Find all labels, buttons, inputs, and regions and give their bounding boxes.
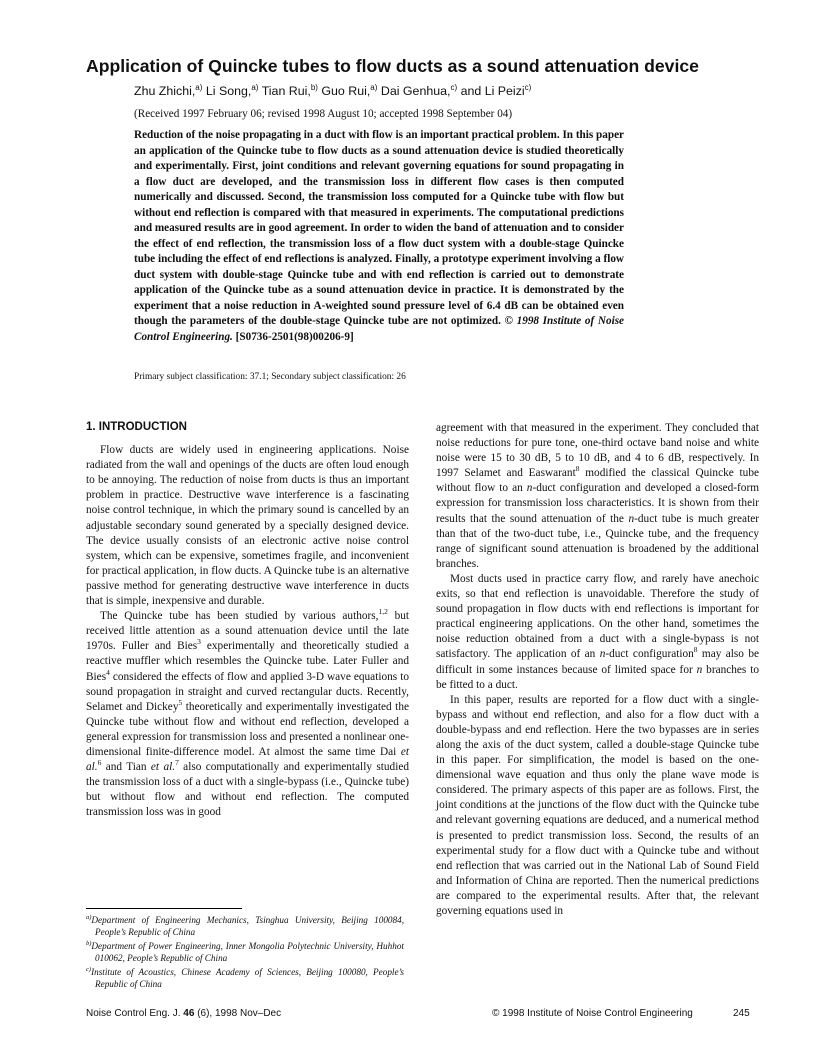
reference-mark: 8: [575, 464, 580, 474]
abstract: [134, 128, 624, 345]
reference-mark: 4: [106, 667, 110, 677]
affiliation-mark: c): [524, 83, 532, 92]
received-dates: (Received 1997 February 06; revised 1998 August 10; accepted 1998 September 04): [134, 108, 513, 120]
reference-mark: 8: [693, 645, 698, 655]
paragraph: Most ducts used in practice carry flow, and rarely have anechoic exits, so that end reflection is unavoidable. Therefore the study of sound propagation in flow ducts with end reflections is important for practical engineering applications. On the other hand, sometimes the noise reduction obtained from a duct with a single-bypass is not satisfactory. The application of an n-duct configuration$^8$ may also be difficult in some instances because of limited space for n branches to be fitted to a duct.: [436, 572, 759, 691]
paragraph: The Quincke tube has been studied by various authors,$^{1,2}$ but received little attention as a sound attenuation device until the late 1970s. Fuller and Bies$^3$ experimentally and theoretically studied a reactive muffler which resembles the Quincke tube. Later Fuller and Bies$^4$ considered the effects of flow and applied 3-D wave equations to sound propagation in straight and curved rectangular ducts. Recently, Selamet and Dickey$^5$ theoretically and experimentally investigated the Quincke tube without flow and without end reflection, developed a general expression for transmission loss and presented a nonlinear one-dimensional finite-difference model. At almost the same time Dai et al.$^6$ and Tian et al.$^7$ also computationally and experimentally studied the transmission loss of a duct with a single-bypass (i.e., Quincke tube) but without flow and without end reflection. The computed transmission loss was in good: [86, 607, 410, 819]
affiliation-mark: a): [195, 83, 203, 92]
author: Guo Rui,: [321, 84, 371, 99]
affiliation-mark: c): [450, 83, 458, 92]
page-number: 245: [733, 1008, 750, 1019]
footnote-divider: [86, 908, 242, 909]
section-heading: 1. INTRODUCTION: [86, 421, 187, 433]
right-column: [436, 421, 759, 919]
reference-mark: 1,2: [378, 607, 388, 617]
author: Zhu Zhichi,: [134, 84, 196, 99]
reference-mark: 7: [175, 758, 179, 768]
paper-title: Application of Quincke tubes to flow ducts as a sound attenuation device: [86, 56, 699, 76]
author: and Li Peizi: [460, 84, 525, 99]
footnote: $^{c)}$Institute of Acoustics, Chinese Academy of Sciences, Beijing 100080, People’s Republic of China: [86, 966, 404, 989]
left-column: [86, 420, 409, 820]
affiliation-mark: a): [370, 83, 378, 92]
paragraph: Flow ducts are widely used in engineering applications. Noise radiated from the wall and openings of the ducts are often loud enough to be annoying. The reduction of noise from ducts is thus an important problem in practice. Destructive wave interference is a fascinating noise control technique, in which the primary sound is cancelled by an adjustable secondary sound generated by a specially designed device. The device usually consists of an electronic active noise control system, which can be expensive, sometimes fragile, and inconvenient for practical application, in flow ducts. A Quincke tube is an alternative passive method for generating destructive wave interference in ducts that is simple, inexpensive and durable.: [86, 444, 409, 608]
abstract-copyright: © 1998 Institute of Noise Control Engineering.: [134, 315, 625, 343]
author: Tian Rui,: [261, 84, 311, 99]
abstract-text: Reduction of the noise propagating in a duct with flow is an important practical problem. In this paper an application of the Quincke tube to flow ducts as a sound attenuation device is studied theoretically and experimentally. First, joint conditions and relevant governing equations for sound propagating in a flow duct are developed, and the transmission loss in different flow cases is then computed numerically and discussed. Second, the transmission loss computed for a Quincke tube with flow but without end reflection is compared with that measured in experiments. The computational predictions and measured results are in good agreement. In order to widen the band of attenuation and to consider the effect of end reflection, the transmission loss of a flow duct system with a double-stage Quincke tube including the effect of end reflections is analyzed. Finally, a prototype experiment involving a flow duct system with double-stage Quincke tube and with end reflection is carried out to demonstrate application of the Quincke tube as a sound attenuation device in practice. It is demonstrated by the experiment that a noise reduction in A-weighted sound pressure level of 6.4 dB can be obtained even though the parameters of the double-stage Quincke tube are not optimized.: [134, 129, 625, 327]
journal-citation: Noise Control Eng. J. 46 (6), 1998 Nov–Dec: [86, 1008, 282, 1019]
footnote: $^{b)}$Department of Power Engineering, Inner Mongolia Polytechnic University, Huhhot 010062, People’s Republic of China: [86, 940, 404, 963]
footer-copyright: © 1998 Institute of Noise Control Engineering: [492, 1008, 693, 1019]
abstract-doi: [S0736-2501(98)00206-9]: [235, 330, 354, 343]
footnote: $^{a)}$Department of Engineering Mechanics, Tsinghua University, Beijing 100084, People’s Republic of China: [86, 914, 404, 937]
volume: 46: [183, 1008, 195, 1019]
reference-mark: 5: [178, 697, 183, 707]
author-list: [134, 83, 531, 98]
reference-mark: 6: [97, 758, 102, 768]
paragraph: agreement with that measured in the experiment. They concluded that noise reductions for pure tone, one-third octave band noise and white noise were 15 to 30 dB, 5 to 10 dB, and 4 to 6 dB, respectively. In 1997 Selamet and Easwarant$^8$ modified the classical Quincke tube without flow to an n-duct configuration and developed a closed-form expression for transmission loss characteristics. It is shown from their results that the sound attenuation of the n-duct tube is much greater than that of the two-duct tube, i.e., Quincke tube, and the frequency range of significant sound attenuation is broadened by the additional branches.: [436, 422, 759, 570]
subject-classification: Primary subject classification: 37.1; Secondary subject classification: 26: [134, 372, 406, 382]
author: Dai Genhua,: [380, 84, 451, 99]
affiliation-mark: b): [310, 83, 318, 92]
affiliation-mark: a): [251, 83, 259, 92]
author: Li Song,: [205, 84, 252, 99]
paragraph: In this paper, results are reported for a flow duct with a single-bypass and without end reflection, and also for a flow duct with a double-bypass and end reflection. Here the two bypasses are in series along the axis of the duct system, called a double-stage Quincke tube in this paper. For simplification, the model is based on the one-dimensional wave equation and thus only the plane wave mode is considered. The primary aspects of this paper are as follows. First, the joint conditions at the junctions of the flow duct with the Quincke tube and relevant governing equations are deduced, and a numerical method is presented to predict transmission loss. Second, the results of an experimental study for a flow duct with a Quincke tube and without end reflection that was carried out in the National Lab of Sound Field and Information of China are reported. Then the numerical predictions are compared to the experimental results. After that, the relevant governing equations used in: [436, 693, 759, 917]
reference-mark: 3: [197, 637, 201, 647]
footnotes: [86, 912, 404, 990]
